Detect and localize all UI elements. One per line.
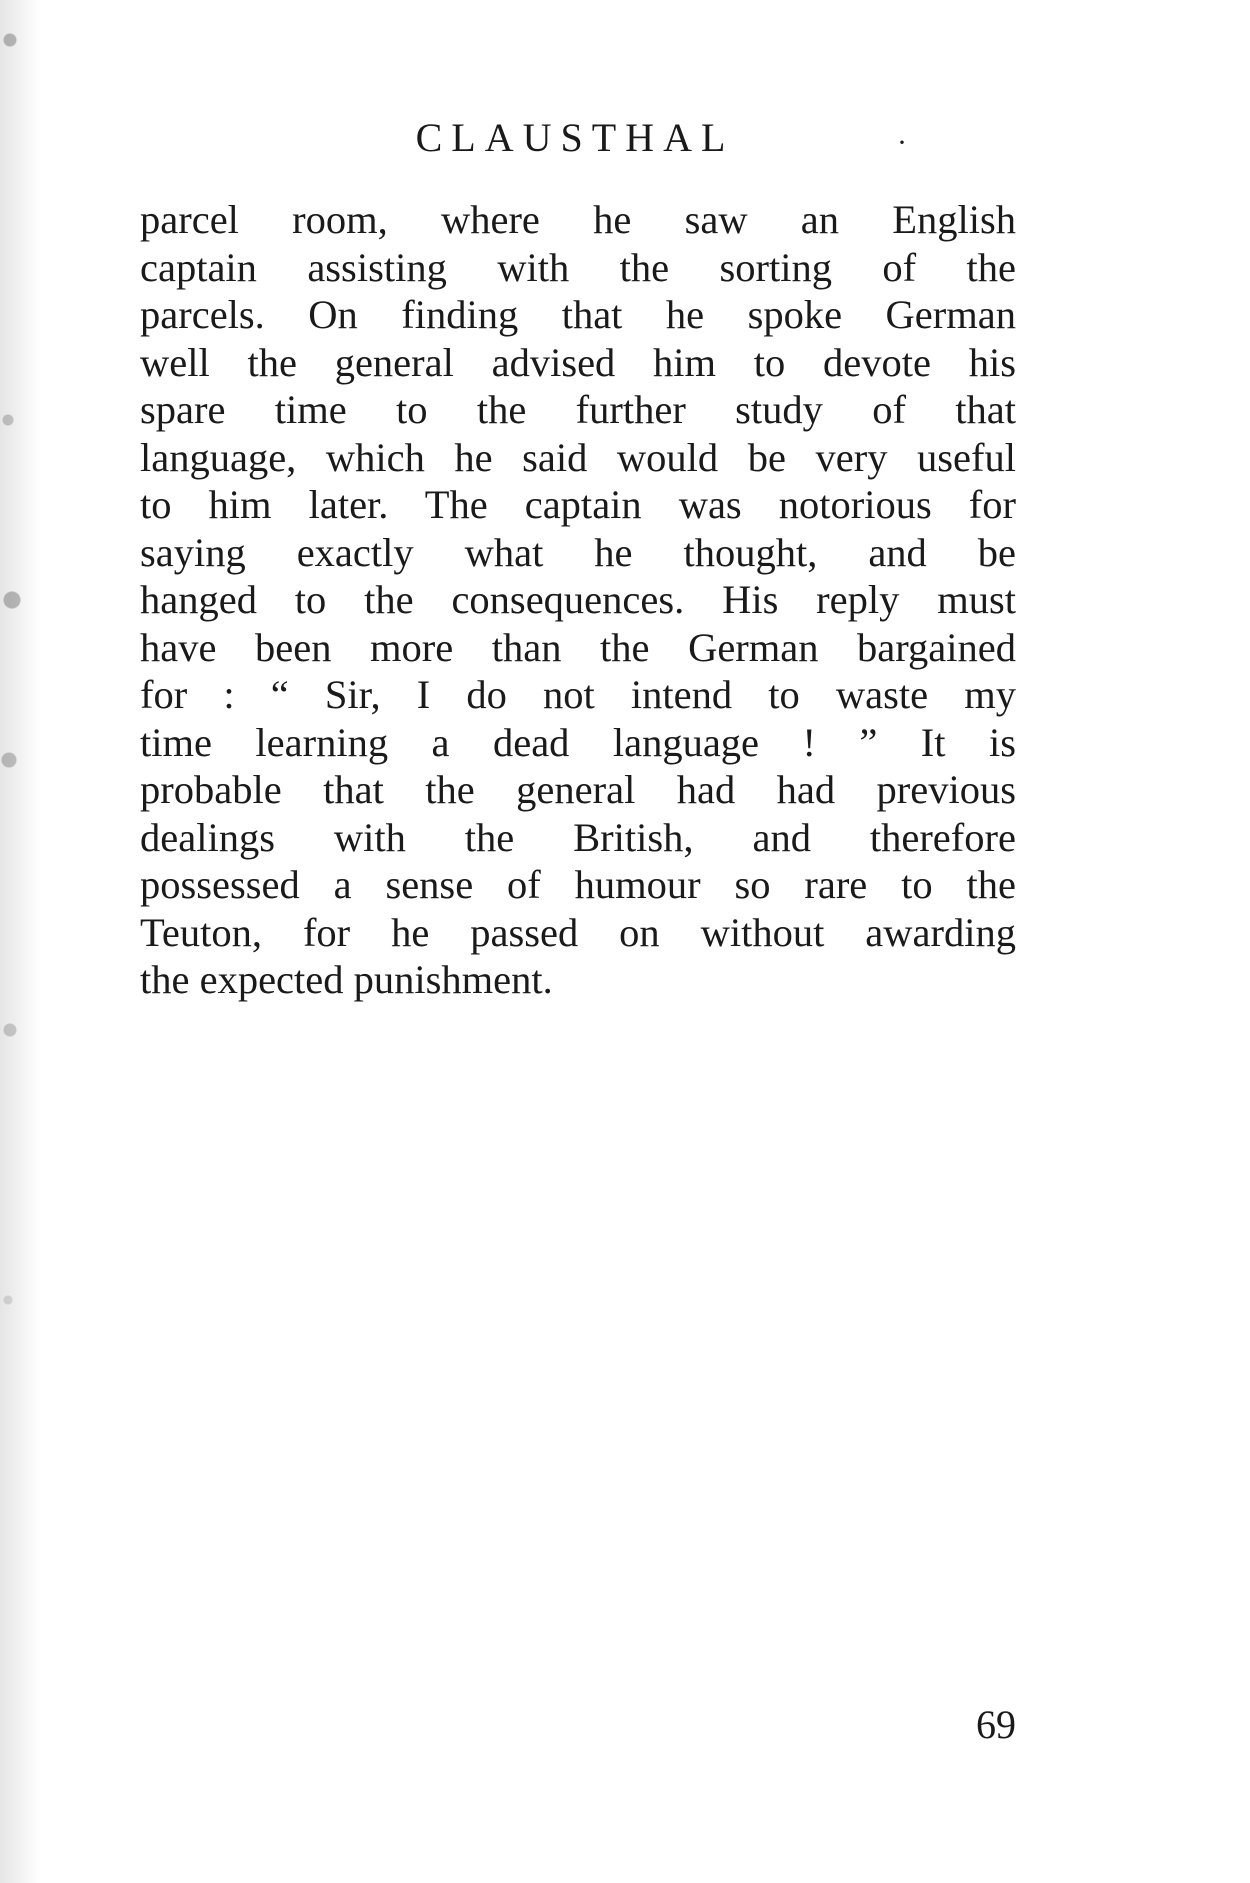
text-line: captain assisting with the sorting of the bbox=[140, 244, 1016, 290]
text-line: possessed a sense of humour so rare to the bbox=[140, 862, 1016, 907]
text-line: Teuton, for he passed on without awarding bbox=[140, 909, 1016, 955]
body-paragraph bbox=[140, 196, 1016, 1004]
running-head: CLAUSTHAL bbox=[415, 115, 735, 160]
text-line: to him later. The captain was notorious for bbox=[140, 482, 1016, 527]
text-line: for : “ Sir, I do not intend to waste my bbox=[140, 672, 1016, 717]
text-line: time learning a dead language ! ” It is bbox=[140, 719, 1016, 765]
text-line: language, which he said would be very useful bbox=[140, 434, 1016, 480]
text-line: parcel room, where he saw an English bbox=[140, 197, 1016, 242]
page-number: 69 bbox=[976, 1702, 1016, 1747]
text-line: well the general advised him to devote his bbox=[140, 339, 1016, 385]
text-line: probable that the general had had previous bbox=[140, 767, 1016, 812]
text-line: the expected punishment. bbox=[140, 957, 553, 1002]
binding-edge-shadow bbox=[0, 0, 40, 1883]
text-line: dealings with the British, and therefore bbox=[140, 814, 1016, 860]
text-line: have been more than the German bargained bbox=[140, 624, 1016, 670]
text-line: saying exactly what he thought, and be bbox=[140, 529, 1016, 575]
text-line: parcels. On finding that he spoke German bbox=[140, 292, 1016, 337]
text-line: spare time to the further study of that bbox=[140, 387, 1016, 432]
text-line: hanged to the consequences. His reply must bbox=[140, 577, 1016, 622]
running-head-mark: · bbox=[897, 126, 907, 159]
